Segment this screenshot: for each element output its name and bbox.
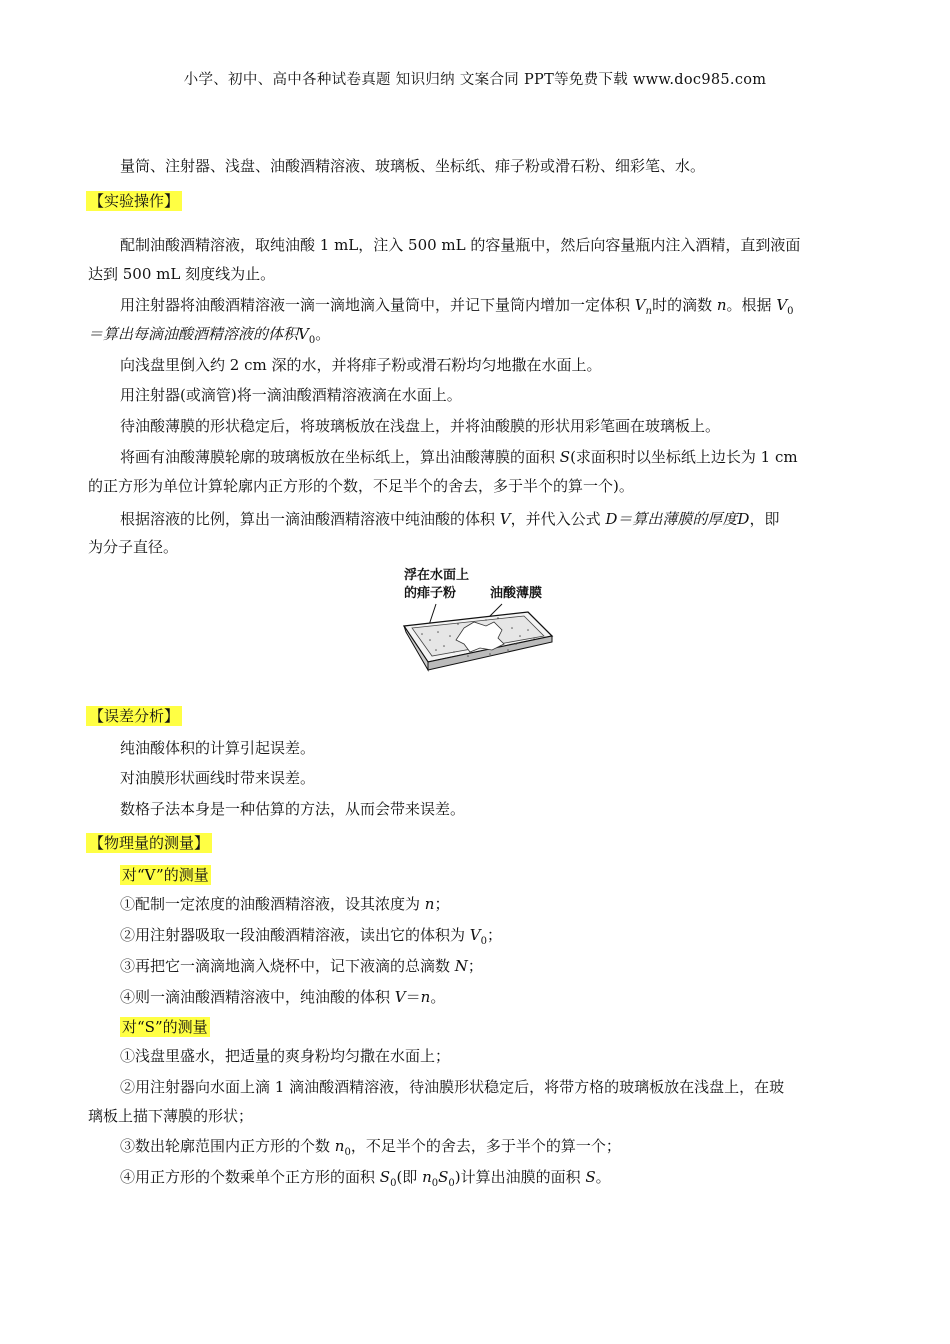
mv1-text-a: ①配制一定浓度的油酸酒精溶液，设其浓度为 <box>120 895 425 913</box>
measure-v-step3 <box>120 956 483 976</box>
op2-vn: V <box>634 296 646 314</box>
mv3-text-a: ③再把它一滴滴地滴入烧杯中，记下液滴的总滴数 <box>120 957 455 975</box>
op5-text: 待油酸薄膜的形状稳定后，将玻璃板放在浅盘上，并将油酸膜的形状用彩笔画在玻璃板上。 <box>120 417 721 435</box>
ms3-text-a: ③数出轮廓范围内正方形的个数 <box>120 1137 335 1155</box>
measure-s-step4 <box>120 1167 611 1194</box>
ms4-s2sub: 0 <box>448 1178 455 1189</box>
error-item-1: 纯油酸体积的计算引起误差。 <box>120 739 316 757</box>
label-powder-line2: 的痱子粉 <box>404 586 457 601</box>
mv3-text-b: ； <box>467 957 483 975</box>
ms4-nsub: 0 <box>431 1178 439 1189</box>
op7-text-c: ，即 <box>749 510 780 528</box>
op4-text: 用注射器(或滴管)将一滴油酸酒精溶液滴在水面上。 <box>120 386 462 404</box>
ms4-text-b: (即 <box>396 1168 423 1186</box>
op7-v: V <box>499 510 511 528</box>
op7-line2: 为分子直径。 <box>88 538 179 556</box>
ms4-s: S <box>379 1168 391 1186</box>
op1-line1: 配制油酸酒精溶液，取纯油酸 1 mL，注入 500 mL 的容量瓶中，然后向容量瓶内注入酒精，直到液面 <box>120 236 801 254</box>
section-error-analysis: 【误差分析】 <box>86 706 182 726</box>
measure-v-step4 <box>120 987 445 1007</box>
tray-illustration <box>398 566 554 674</box>
section-measurement: 【物理量的测量】 <box>86 833 212 853</box>
op6-text-a: 将画有油酸薄膜轮廓的玻璃板放在坐标纸上，算出油酸薄膜的面积 <box>120 448 560 466</box>
page-header: 小学、初中、高中各种试卷真题 知识归纳 文案合同 PPT等免费下载 www.doc985.com <box>183 72 767 88</box>
mv1-text-b: ； <box>434 895 450 913</box>
ms4-s2: S <box>438 1168 449 1186</box>
op6-s: S <box>559 448 571 466</box>
ms4-sub: 0 <box>390 1178 397 1189</box>
error-item-2: 对油膜形状画线时带来误差。 <box>120 769 316 787</box>
ms4-text-d: 。 <box>595 1168 611 1186</box>
measure-s-step2-line1: ②用注射器向水面上滴 1 滴油酸酒精溶液，待油膜形状稳定后，将带方格的玻璃板放在浅盘上，在玻 <box>120 1078 785 1096</box>
materials-text: 量筒、注射器、浅盘、油酸酒精溶液、玻璃板、坐标纸、痱子粉或滑石粉、细彩笔、水。 <box>120 157 706 175</box>
op6-line2: 的正方形为单位计算轮廓内正方形的个数，不足半个的舍去，多于半个的算一个)。 <box>88 477 634 495</box>
ms4-n: n <box>422 1168 432 1186</box>
measure-v-step2 <box>120 925 502 952</box>
op2-text-c: 。根据 <box>726 296 777 314</box>
mv4-n: n <box>420 988 431 1006</box>
op2-line1 <box>120 295 794 322</box>
op2-v0-sub: 0 <box>787 306 794 317</box>
mv2-text-a: ②用注射器吸取一段油酸酒精溶液，读出它的体积为 <box>120 926 470 944</box>
section-experiment-operation: 【实验操作】 <box>86 191 182 211</box>
op7-text-a: 根据溶液的比例，算出一滴油酸酒精溶液中纯油酸的体积 <box>120 510 500 528</box>
op2-line2-v: V <box>298 325 309 343</box>
op2-n: n <box>716 296 727 314</box>
op2-line2 <box>88 324 330 351</box>
op1-line2: 达到 500 mL 刻度线为止。 <box>88 265 276 283</box>
op2-line2-text: ＝算出每滴油酸酒精溶液的体积 <box>88 325 299 343</box>
op6-line1 <box>120 447 798 467</box>
mv4-text-a: ④则一滴油酸酒精溶液中，纯油酸的体积 <box>120 988 395 1006</box>
error-item-3: 数格子法本身是一种估算的方法，从而会带来误差。 <box>120 800 466 818</box>
label-oil-film: 油酸薄膜 <box>490 586 543 601</box>
measure-v-step1 <box>120 894 449 914</box>
op7-text-b: ，并代入公式 <box>510 510 606 528</box>
op6-text-b: (求面积时以坐标纸上边长为 1 cm <box>570 448 798 466</box>
measure-s-step3 <box>120 1136 621 1163</box>
mv4-v: V <box>394 988 406 1006</box>
mv4-text-b: ＝ <box>405 988 421 1006</box>
mv1-n: n <box>424 895 435 913</box>
ms4-text-a: ④用正方形的个数乘单个正方形的面积 <box>120 1168 380 1186</box>
op7-line1 <box>120 509 779 529</box>
op2-vn-sub: n <box>645 306 653 317</box>
ms4-text-c: )计算出油膜的面积 <box>454 1168 586 1186</box>
op7-formula: D＝算出薄膜的厚度D <box>605 510 750 528</box>
ms3-n: n <box>334 1137 345 1155</box>
op2-text-a: 用注射器将油酸酒精溶液一滴一滴地滴入量筒中，并记下量筒内增加一定体积 <box>120 296 635 314</box>
label-powder-line1: 浮在水面上 <box>404 568 470 583</box>
measure-v-title: 对“V”的测量 <box>122 866 209 884</box>
measure-s-step2-line2: 璃板上描下薄膜的形状； <box>88 1107 254 1125</box>
mv2-v: V <box>469 926 481 944</box>
op2-text-b: 时的滴数 <box>652 296 717 314</box>
measure-s-title: 对“S”的测量 <box>122 1018 208 1036</box>
op2-line2-sub: 0 <box>308 335 316 346</box>
mv3-n: N <box>454 957 468 975</box>
mv2-text-b: ； <box>487 926 503 944</box>
ms3-text-b: ，不足半个的舍去，多于半个的算一个； <box>350 1137 621 1155</box>
shallow-tray-figure <box>398 566 554 674</box>
mv4-text-c: 。 <box>430 988 446 1006</box>
op2-line2-end: 。 <box>315 325 331 343</box>
op2-v0: V <box>776 296 788 314</box>
ms3-sub: 0 <box>344 1147 351 1158</box>
mv2-sub: 0 <box>480 936 487 947</box>
op3-text: 向浅盘里倒入约 2 cm 深的水，并将痱子粉或滑石粉均匀地撒在水面上。 <box>120 356 602 374</box>
ms4-s3: S <box>585 1168 596 1186</box>
measure-s-step1: ①浅盘里盛水，把适量的爽身粉均匀撒在水面上； <box>120 1047 451 1065</box>
